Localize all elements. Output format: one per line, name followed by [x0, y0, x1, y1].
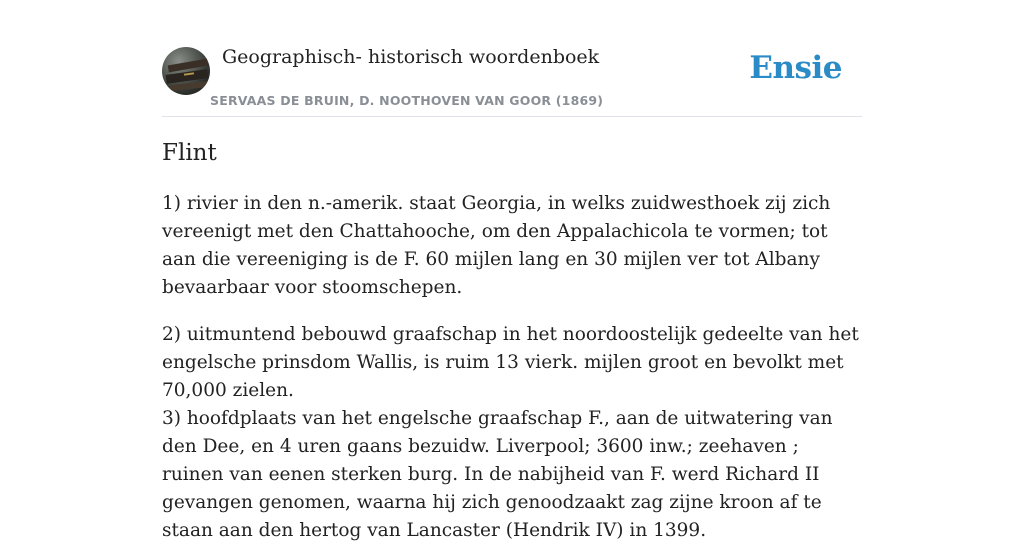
book-author: SERVAAS DE BRUIN, D. NOOTHOVEN VAN GOOR (1869): [210, 93, 604, 108]
book-title[interactable]: Geographisch- historisch woordenboek: [222, 46, 600, 68]
ensie-logo[interactable]: Ensie: [749, 50, 842, 86]
entry-title: Flint: [162, 140, 217, 166]
book-stack-icon[interactable]: [162, 47, 210, 95]
entry-paragraph-2: 2) uitmuntend bebouwd graafschap in het noordoostelijk gedeelte van het engelsche prinsdom Wallis, is ruim 13 vierk. mijlen groot en bevolkt met 70,000 zielen.: [162, 324, 859, 401]
entry-paragraph-3: 3) hoofdplaats van het engelsche graafschap F., aan de uitwatering van den Dee, en 4 uren gaans bezuidw. Liverpool; 3600 inw.; zeehaven ; ruinen van eenen sterken burg. In de nabijheid van F. werd Richard II gevangen genomen, waarna hij zich genoodzaakt zag zijne kroon af te staan aan den hertog van Lancaster (Hendrik IV) in 1399.: [162, 408, 833, 541]
header: [162, 40, 862, 117]
entry-content: [162, 140, 862, 545]
entry-paragraph-1: 1) rivier in den n.-amerik. staat Georgia, in welks zuidwesthoek zij zich vereenigt met den Chattahooche, om den Appalachicola te vormen; tot aan die vereeniging is de F. 60 mijlen lang en 30 mijlen ver tot Albany bevaarbaar voor stoomschepen.: [162, 193, 831, 298]
